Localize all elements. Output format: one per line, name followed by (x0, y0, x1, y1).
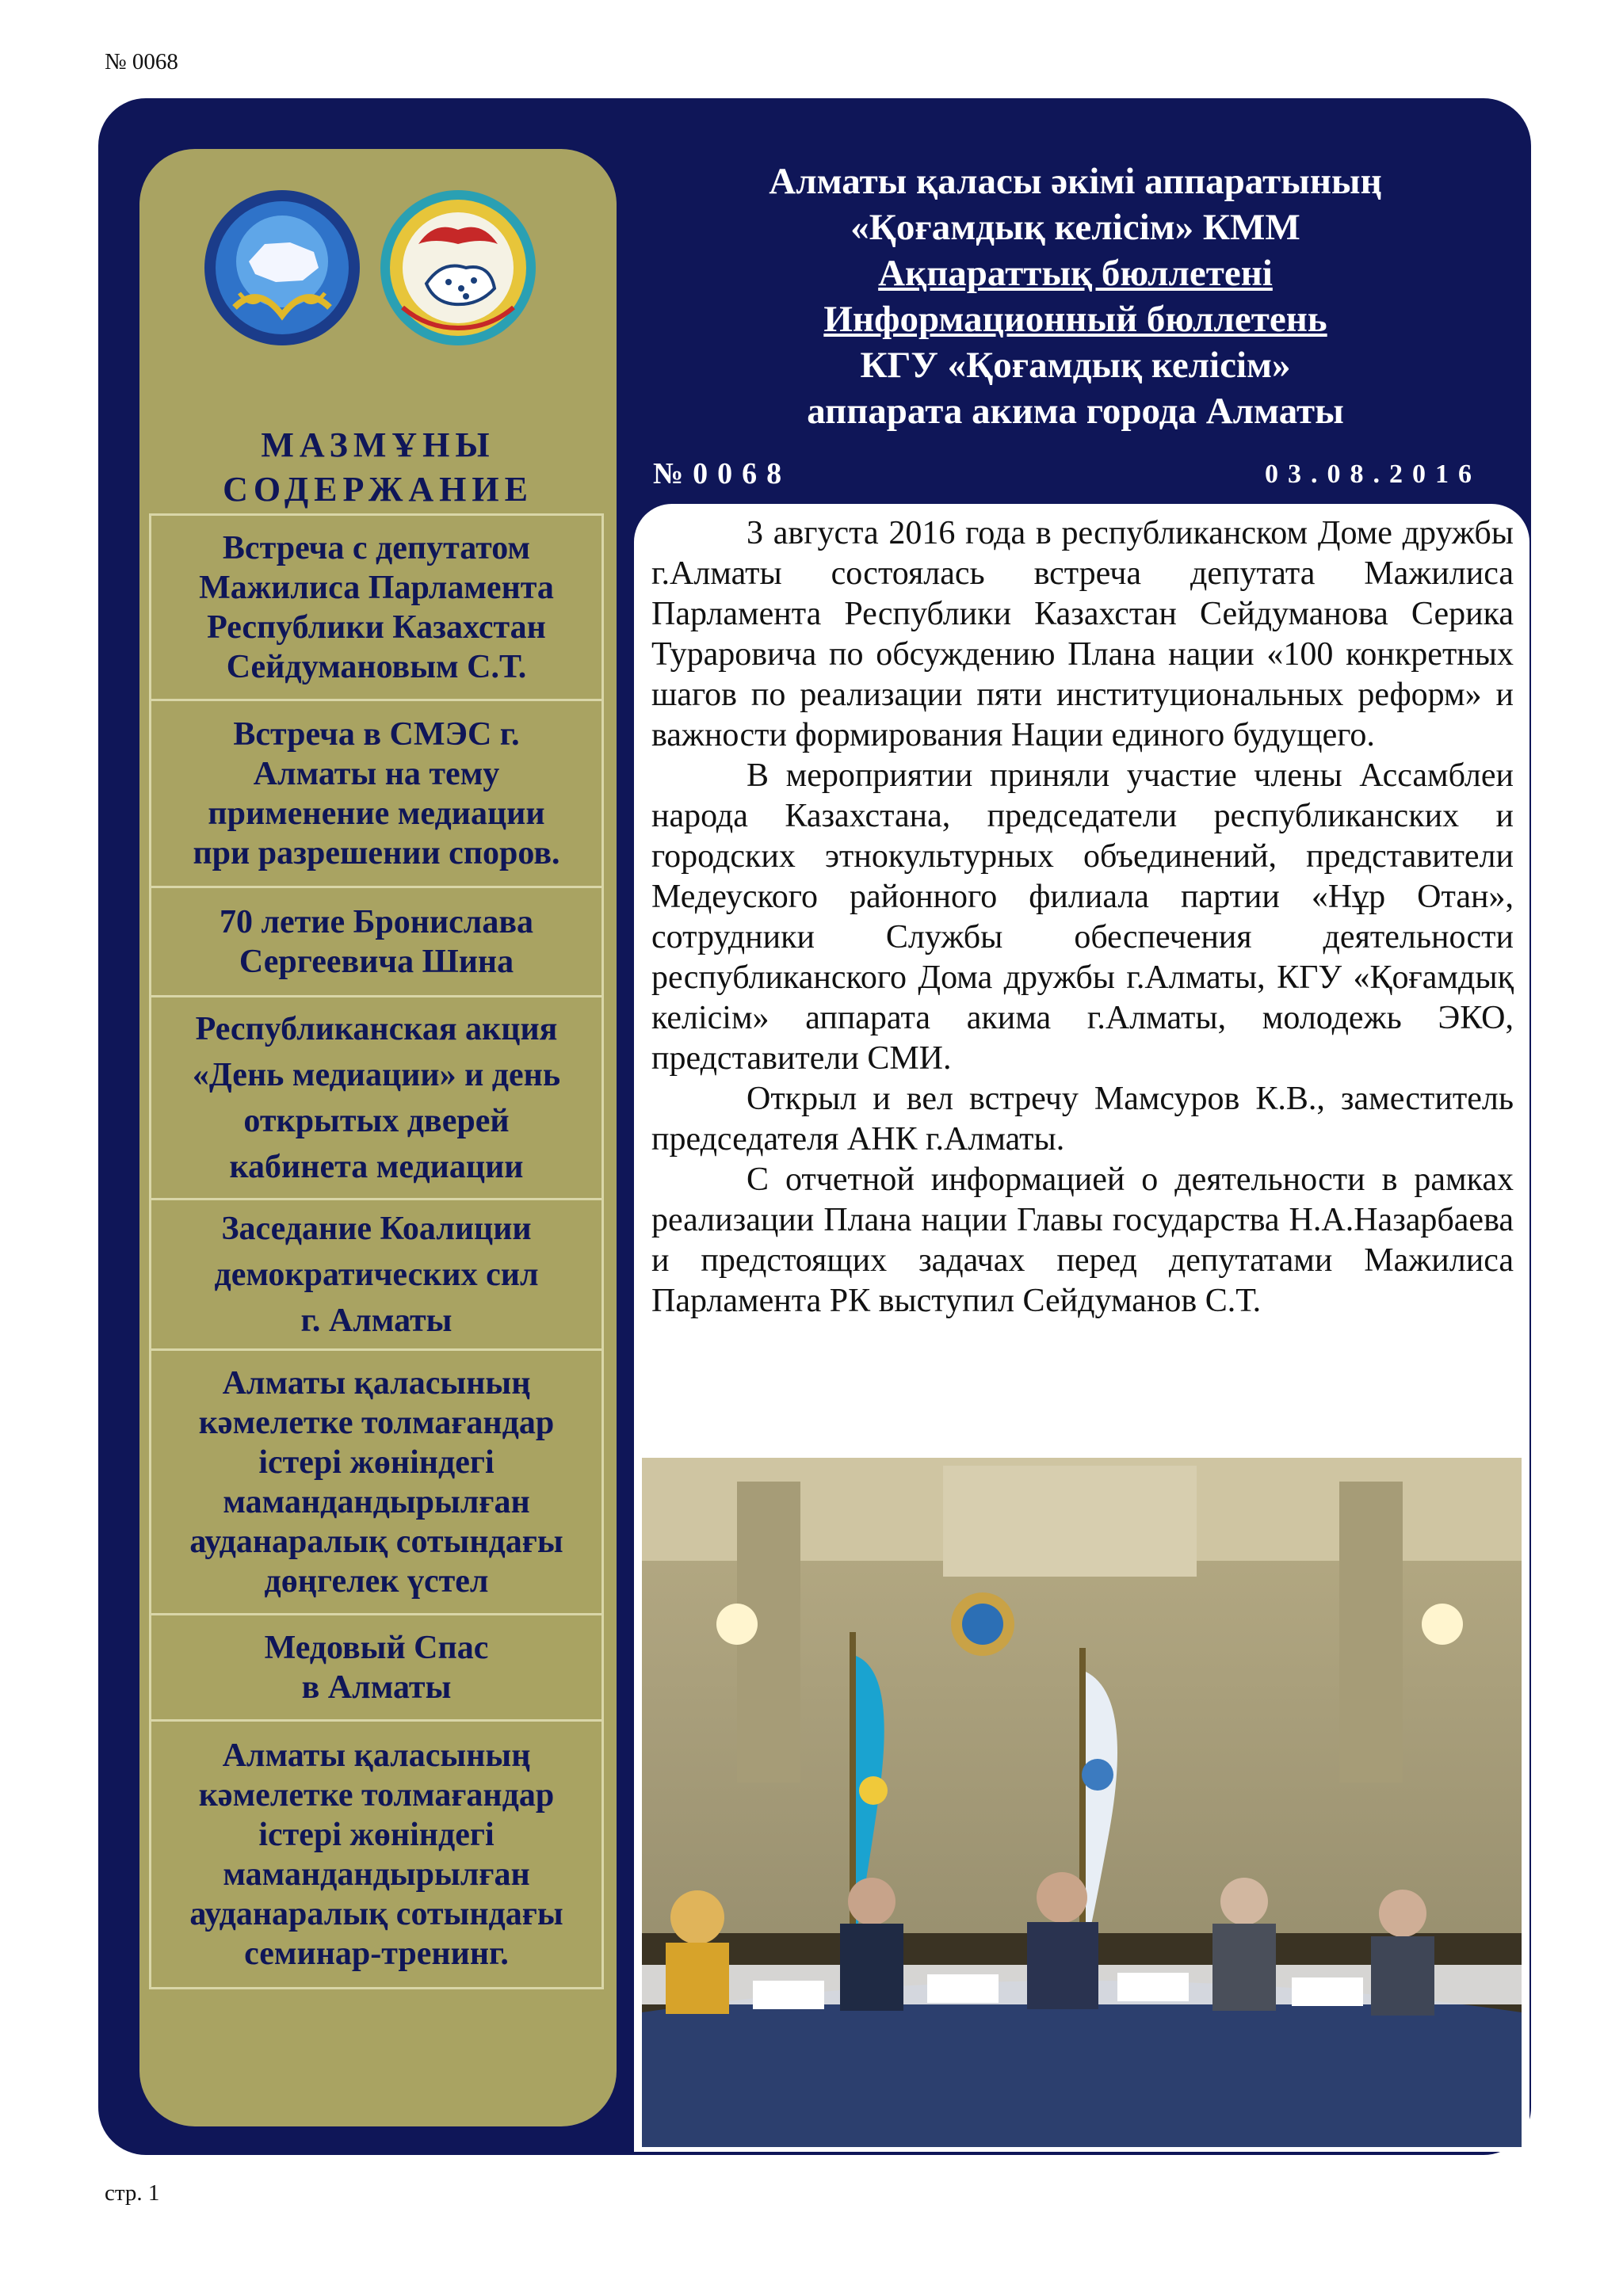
article-paragraph: 3 августа 2016 года в республиканском Доме дружбы г.Алматы состоялась встреча депутата Мажилиса Парламента Республики Казахстан Сейдуманова Серика Тураровича по обсуждению Плана нации «100 конкретных шагов по реализации пяти институциональных реформ» и важности формирования Нации единого будущего. (651, 515, 1514, 753)
title-line-underlined: Информационный бюллетень (823, 299, 1327, 340)
toc-item-line: открытых дверей (243, 1102, 510, 1139)
toc-item[interactable] (151, 888, 601, 997)
title-line: КГУ «Қоғамдық келісім» (860, 345, 1291, 386)
toc-item-line: в Алматы (301, 1669, 452, 1706)
toc-item-line: при разрешении споров. (193, 834, 560, 871)
toc-item[interactable] (151, 1200, 601, 1351)
toc-list (149, 513, 604, 1989)
issue-number: №0068 (653, 457, 792, 490)
toc-item-line: Мажилиса Парламента (199, 569, 554, 606)
toc-item-line: Встреча с депутатом (222, 529, 531, 566)
toc-item-line: Алматы на тему (253, 755, 500, 792)
assembly-emblem-icon (203, 189, 361, 347)
toc-item-line: Заседание Коалиции (221, 1210, 532, 1247)
page-number: стр. 1 (105, 2180, 160, 2206)
issue-label-top: № 0068 (105, 49, 178, 74)
toc-item-line: мамандандырылған (223, 1855, 530, 1893)
title-line: аппарата акима города Алматы (807, 391, 1344, 432)
toc-item-line: кабинета медиации (229, 1148, 524, 1185)
toc-item-line: дөңгелек үстел (264, 1562, 489, 1600)
toc-heading (139, 423, 617, 512)
title-line: «Қоғамдық келісім» КММ (850, 207, 1300, 248)
title-line: Алматы қаласы әкімі аппаратының (769, 161, 1382, 202)
toc-item-line: применение медиации (208, 795, 545, 832)
toc-item-line: Медовый Спас (264, 1629, 489, 1666)
toc-item-line: кәмелетке толмағандар (198, 1404, 555, 1441)
toc-item-line: Республиканская акция (195, 1010, 558, 1047)
toc-item-line: мамандандырылған (223, 1483, 530, 1520)
title-line-underlined: Ақпараттық бюллетені (878, 253, 1273, 294)
bulletin-title (634, 158, 1517, 434)
toc-heading-kz: МАЗМҰНЫ (261, 425, 495, 464)
logos (203, 189, 567, 363)
toc-item-line: Республики Казахстан (207, 608, 546, 646)
toc-item[interactable] (151, 1722, 601, 1989)
toc-item[interactable] (151, 701, 601, 888)
toc-item-line: ауданаралық сотындағы (189, 1895, 563, 1932)
toc-item-line: істері жөніндегі (258, 1816, 495, 1853)
issue-date: 03.08.2016 (1265, 460, 1481, 489)
toc-heading-ru: СОДЕРЖАНИЕ (223, 470, 533, 509)
toc-item[interactable] (151, 997, 601, 1200)
toc-item-line: Алматы қаласының (222, 1364, 531, 1402)
toc-item-line: Сейдумановым С.Т. (226, 648, 527, 685)
toc-item[interactable] (151, 1615, 601, 1722)
toc-item[interactable] (151, 1351, 601, 1615)
toc-item-line: істері жөніндегі (258, 1444, 495, 1481)
meeting-photo (642, 1458, 1522, 2147)
article-body (651, 513, 1514, 1322)
toc-item-line: «День медиации» и день (192, 1056, 561, 1093)
toc-item-line: демократических сил (214, 1256, 539, 1293)
article-paragraph: В мероприятии приняли участие члены Ассамблеи народа Казахстана, председатели республиканских и городских этнокультурных объединений, представители Медеуского районного филиала партии «Нұр Отан», сотрудники Службы обеспечения деятельности республиканского Дома дружбы г.Алматы, КГУ «Қоғамдық келісім» аппарата акима г.Алматы, молодежь ЭКО, представители СМИ. (651, 757, 1514, 1077)
toc-item-line: 70 летие Бронислава (219, 903, 534, 940)
almaty-coat-of-arms-icon (379, 189, 537, 347)
toc-item-line: Сергеевича Шина (239, 943, 514, 980)
article-paragraph: Открыл и вел встречу Мамсуров К.В., заместитель председателя АНК г.Алматы. (651, 1081, 1514, 1158)
toc-item[interactable] (151, 516, 601, 701)
toc-item-line: Встреча в СМЭС г. (233, 715, 520, 753)
sidebar (139, 149, 617, 2126)
toc-item-line: Алматы қаласының (222, 1737, 531, 1774)
toc-item-line: кәмелетке толмағандар (198, 1776, 555, 1814)
article-paragraph: С отчетной информацией о деятельности в рамках реализации Плана нации Главы государства Н.А.Назарбаева и предстоящих задачах перед депутатами Мажилиса Парламента РК выступил Сейдуманов С.Т. (651, 1161, 1514, 1319)
toc-item-line: семинар-тренинг. (244, 1935, 509, 1972)
toc-item-line: ауданаралық сотындағы (189, 1523, 563, 1560)
toc-item-line: г. Алматы (300, 1302, 453, 1339)
